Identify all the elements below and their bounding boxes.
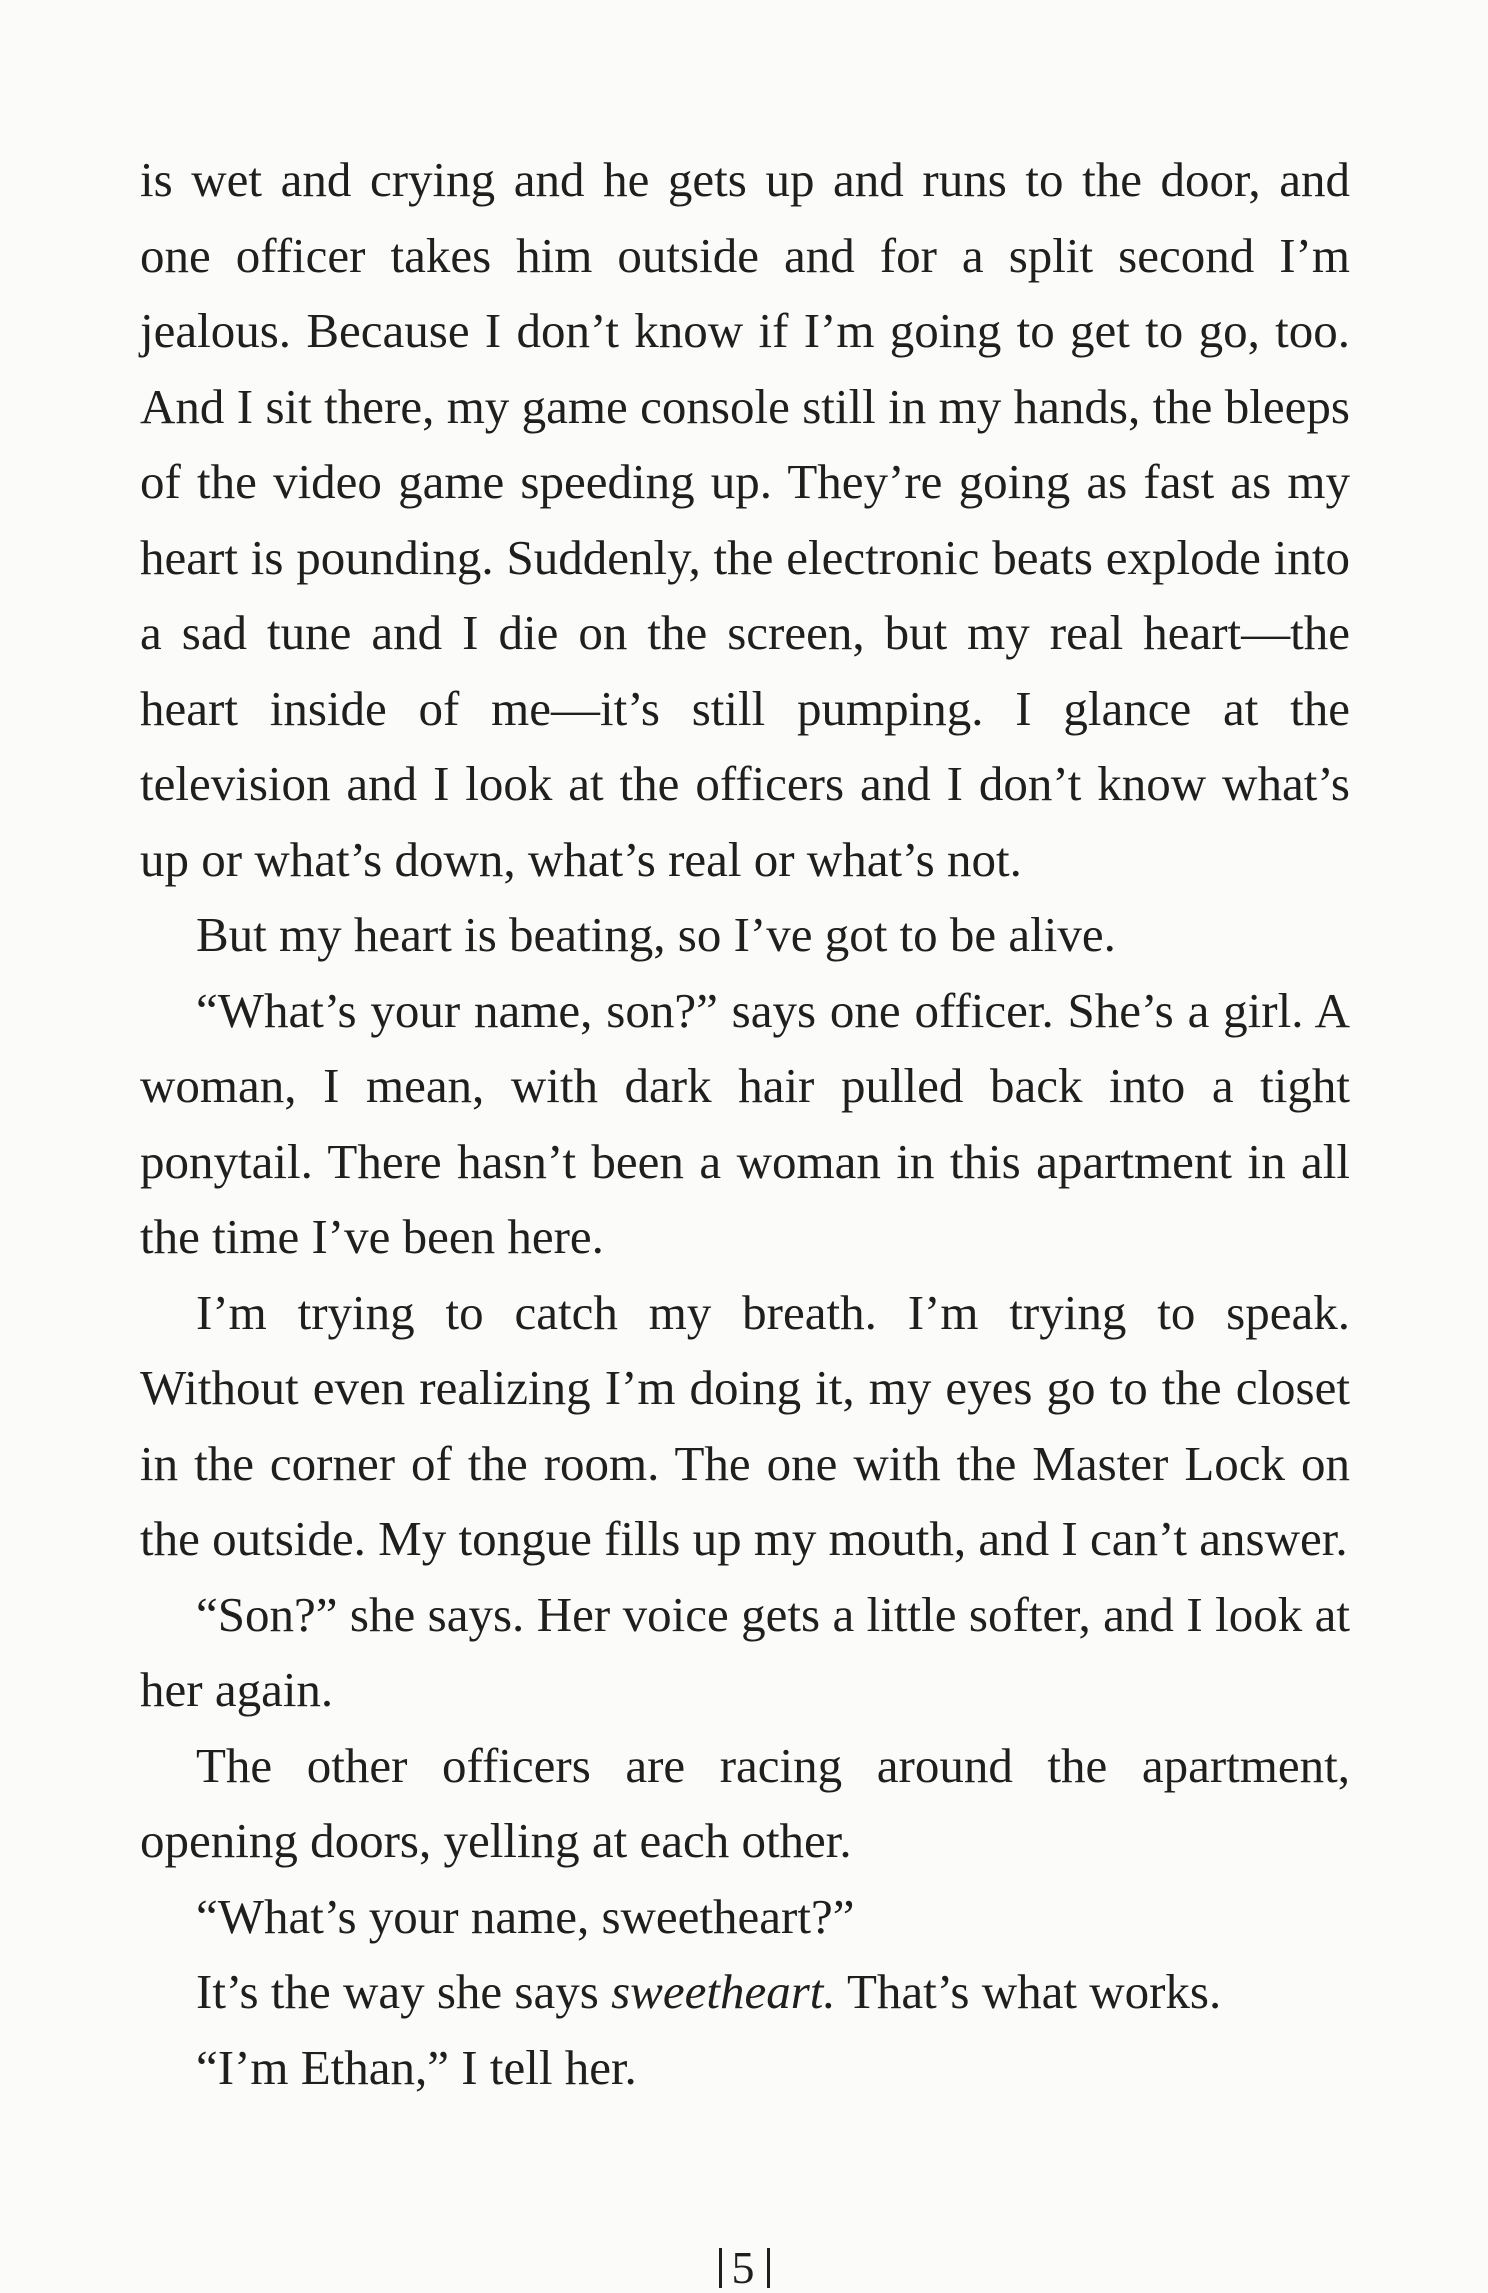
paragraph-6: The other officers are racing around the apartment, opening doors, yelling at each other. (140, 1737, 1350, 1868)
paragraph-1: is wet and crying and he gets up and runs to the door, and one officer takes him outside and for a split second I’m jealous. Because I don’t know if I’m going to get to go, too. And I sit there, my game console still in my hands, the bleeps of the video game speeding up. They’re going as fast as my heart is pounding. Suddenly, the electronic beats explode into a sad tune and I die on the screen, but my real heart—the heart inside of me—it’s still pumping. I glance at the television and I look at the officers and I don’t know what’s up or what’s down, what’s real or what’s not. (140, 152, 1350, 887)
paragraph-9: “I’m Ethan,” I tell her. (196, 2039, 637, 2095)
paragraph-2: But my heart is beating, so I’ve got to be alive. (196, 907, 1116, 962)
paragraph-8 (140, 1954, 1350, 2030)
paragraph-8-emphasis: sweetheart. (611, 1964, 836, 2019)
paragraph-5: “Son?” she says. Her voice gets a little softer, and I look at her again. (140, 1586, 1350, 1717)
paragraph-8-text-before: It’s the way she says (196, 1964, 612, 2019)
folio-bar-right (767, 2248, 770, 2288)
paragraph-7: “What’s your name, sweetheart?” (196, 1888, 855, 1944)
folio-bar-left (719, 2248, 722, 2288)
page-number (0, 2242, 1488, 2293)
page-number-value: 5 (731, 2242, 757, 2293)
paragraph-4: I’m trying to catch my breath. I’m trying to speak. Without even realizing I’m doing it, my eyes go to the closet in the corner of the room. The one with the Master Lock on the outside. My tongue fills up my mouth, and I can’t answer. (140, 1284, 1350, 1566)
body-text (140, 142, 1350, 2105)
paragraph-8-text-after: That’s what works. (835, 1964, 1222, 2019)
paragraph-3: “What’s your name, son?” says one officer. She’s a girl. A woman, I mean, with dark hair pulled back into a tight ponytail. There hasn’t been a woman in this apartment in all the time I’ve been here. (140, 982, 1350, 1264)
